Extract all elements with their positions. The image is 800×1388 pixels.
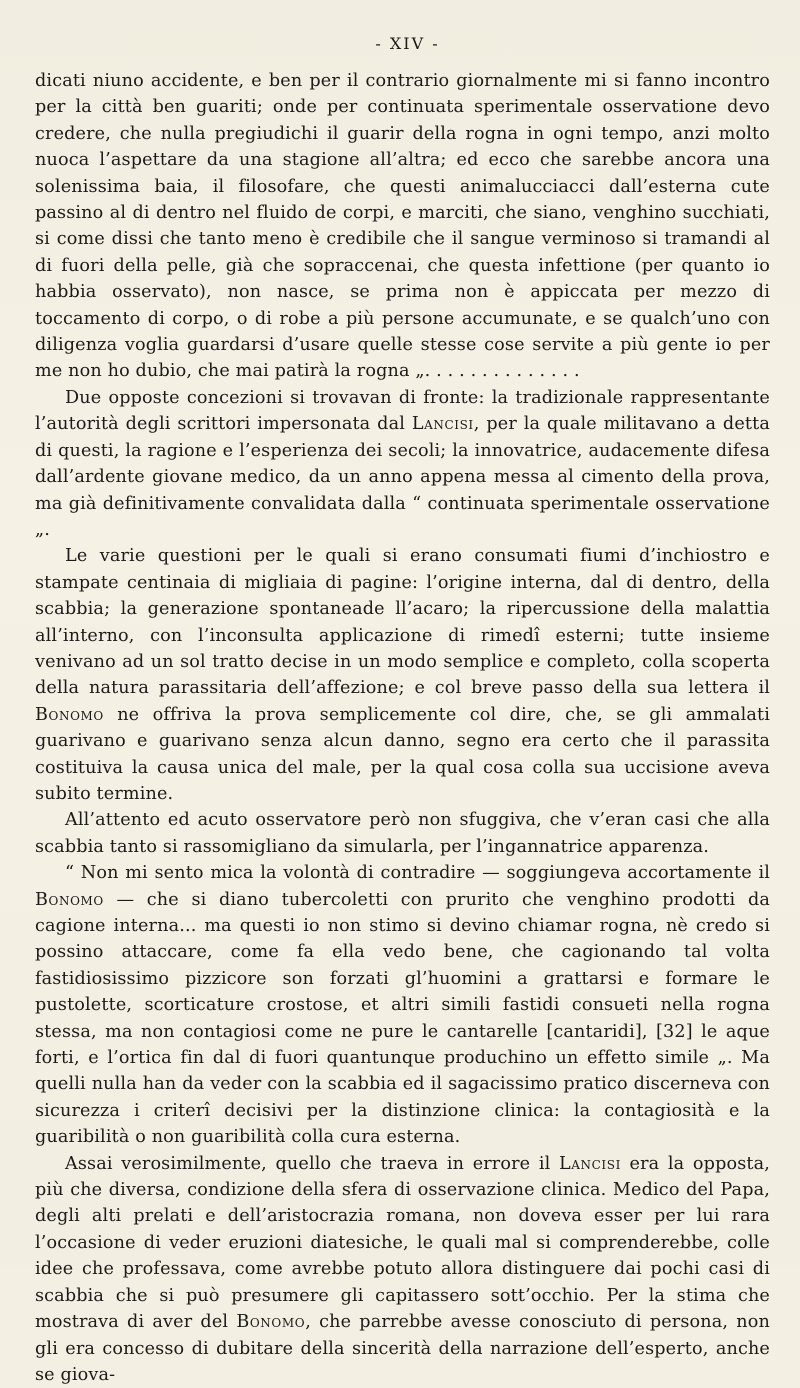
paragraph-4: All’attento ed acuto osservatore però non sfuggiva, che v’eran casi che alla scabbia tanto si rassomigliano da simularla, per l’ingannatrice apparenza. (35, 810, 770, 857)
author-name: Lancisi (559, 1153, 621, 1174)
paragraph-3: Le varie questioni per le quali si erano consumati fiumi d’inchiostro e stampate centinaia di migliaia di pagine: l’origine interna, dal di dentro, della scabbia; la generazione spontaneade ll’acaro; la ripercussione della malattia all’interno, con l’inconsulta applicazione di rimedî esterni; tutte insieme venivano ad un sol tratto decise in un modo semplice e completo, colla scoperta della natura parassitaria dell’affezione; e col breve passo della sua lettera il Bonomo ne offriva la prova semplicemente col dire, che, se gli ammalati guarivano e guarivano senza alcun danno, segno era certo che il parassita costituiva la causa unica del male, per la qual cosa colla sua uccisione aveva subito termine. (35, 546, 770, 804)
author-name: Bonomo (236, 1312, 306, 1333)
author-name: Lancisi (411, 414, 474, 435)
page-number: - XIV - (375, 34, 440, 53)
paragraph-1: dicati niuno accidente, e ben per il contrario giornalmente mi si fanno incontro per la città ben guariti; onde per continuata sperimentale osservatione devo credere, che nulla pregiudichi il guarir della rogna in ogni tempo, anzi molto nuoca l’aspettare da una stagione all’altra; ed ecco che sarebbe ancora una solenissima baia, il filosofare, che questi animalucciacci dall’esterna cute passino al di dentro nel fluido de corpi, e marciti, che siano, venghino succhiati, si come dissi che tanto meno è credibile che il sangue verminoso si tramandi al di fuori della pelle, già che sopraccenai, che questa infettione (per quanto io habbia osservato), non nasce, se prima non è appiccata per mezzo di toccamento di corpo, o di robe a più persone accumunate, e se qualch’uno con diligenza voglia guardarsi d’usare quelle stesse cose servite a più gente io per me non ho dubio, che mai patirà la rogna „. . . . . . . . . . . . . . (35, 71, 770, 382)
author-name: Bonomo (35, 704, 104, 725)
author-name: Bonomo (35, 889, 104, 910)
paragraph-6: Assai verosimilmente, quello che traeva in errore il Lancisi era la opposta, più che diversa, condizione della sfera di osservazione clinica. Medico del Papa, degli alti prelati e dell’aristocrazia romana, non doveva esser per lui rara l’occasione di veder eruzioni diatesiche, le quali mal si comprenderebbe, colle idee che professava, come avrebbe potuto allora distinguere dai pochi casi di scabbia che si può presumere gli capitassero sott’occhio. Per la stima che mostrava di aver del Bonomo, che parrebbe avesse conosciuto di persona, non gli era concesso di dubitare della sincerità della narrazione dell’esperto, anche se giova- (35, 1153, 771, 1385)
paragraph-5: “ Non mi sento mica la volontà di contradire — soggiungeva accortamente il Bonomo — che si diano tubercoletti con prurito che venghino prodotti da cagione interna... ma questi io non stimo si devino chiamar rogna, nè credo si possino attaccare, come fa ella vedo bene, che cagionando tal volta fastidiosissimo pizzicore son forzati gl’huomini a grattarsi e formare le pustolette, scorticature crostose, et altri simili fastidi consueti nella rogna stessa, ma non contagiosi come ne pure le cantarelle [cantaridi], [32] le aque forti, e l’ortica fin dal di fuori quantunque produchino un effetto simile „. Ma quelli nulla han da veder con la scabbia ed il sagacissimo pratico discerneva con sicurezza i criterî decisivi per la distinzione clinica: la contagiosità e la guaribilità o non guaribilità colla cura esterna. (35, 863, 770, 1148)
paragraph-2: Due opposte concezioni si trovavan di fronte: la tradizionale rappresentante l’autorità degli scrittori impersonata dal Lancisi, per la quale militavano a detta di questi, la ragione e l’esperienza dei secoli; la innovatrice, audacemente difesa dall’ardente giovane medico, da un anno appena messa al cimento della prova, ma già definitivamente convalidata dalla “ continuata sperimentale osservatione „. (35, 387, 770, 540)
body-text (35, 68, 770, 1388)
